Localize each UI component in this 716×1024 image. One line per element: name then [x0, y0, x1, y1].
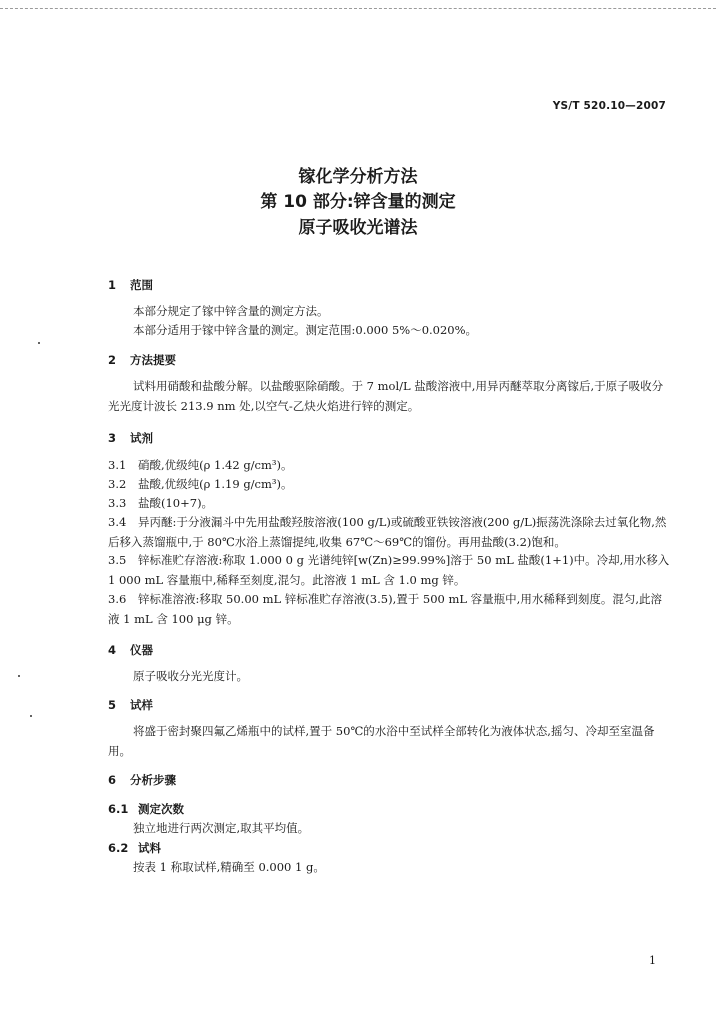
subsection-title: 测定次数 [138, 802, 184, 816]
section-title: 试剂 [130, 431, 153, 445]
section-title: 范围 [130, 278, 153, 292]
item-number: 3.2 [108, 477, 127, 491]
reagent-item [108, 589, 670, 629]
subsection-title: 试料 [138, 841, 161, 855]
section-number: 3 [108, 431, 117, 445]
subsection-number: 6.2 [108, 841, 129, 855]
standard-code: YS/T 520.10—2007 [552, 100, 666, 112]
item-number: 3.4 [108, 515, 127, 529]
section-title: 方法提要 [130, 353, 176, 367]
scan-speck [38, 342, 40, 344]
determinations-paragraph: 独立地进行两次测定,取其平均值。 [133, 821, 310, 835]
item-text: 锌标准溶液:移取 50.00 mL 锌标准贮存溶液(3.5),置于 500 mL 容量瓶中,用水稀释到刻度。混匀,此溶液 1 mL 含 100 μg 锌。 [108, 592, 662, 626]
apparatus-paragraph: 原子吸收分光光度计。 [133, 669, 248, 683]
section-heading-apparatus [108, 642, 153, 658]
reagent-item [108, 550, 670, 590]
document-title-line3: 原子吸收光谱法 [298, 218, 418, 238]
item-text: 盐酸,优级纯(ρ 1.19 g/cm³)。 [138, 477, 293, 491]
item-text: 盐酸(10+7)。 [138, 496, 214, 510]
item-text: 硝酸,优级纯(ρ 1.42 g/cm³)。 [138, 458, 293, 472]
section-title: 仪器 [130, 643, 153, 657]
reagent-item [108, 455, 670, 475]
section-heading-method [108, 352, 176, 368]
section-number: 2 [108, 353, 117, 367]
method-paragraph: 试料用硝酸和盐酸分解。以盐酸驱除硝酸。于 7 mol/L 盐酸溶液中,用异丙醚萃取分离镓后,于原子吸收分光光度计波长 213.9 nm 处,以空气-乙炔火焰进行锌的测定。 [108, 379, 664, 413]
section-number: 5 [108, 698, 117, 712]
section-title: 分析步骤 [130, 773, 176, 787]
page-number: 1 [649, 954, 656, 967]
scope-paragraph-2: 本部分适用于镓中锌含量的测定。测定范围:0.000 5%～0.020%。 [133, 323, 478, 337]
section-heading-sample [108, 697, 153, 713]
item-number: 3.1 [108, 458, 127, 472]
subsection-heading-determinations [108, 801, 184, 817]
test-portion-paragraph: 按表 1 称取试样,精确至 0.000 1 g。 [133, 860, 325, 874]
scan-edge-artifact [0, 8, 716, 12]
section-heading-reagents [108, 430, 153, 446]
scan-speck [30, 715, 32, 717]
sample-paragraph: 将盛于密封聚四氟乙烯瓶中的试样,置于 50℃的水浴中至试样全部转化为液体状态,摇匀、冷却至室温备用。 [108, 724, 655, 758]
item-text: 锌标准贮存溶液:称取 1.000 0 g 光谱纯锌[w(Zn)≥99.99%]溶于 50 mL 盐酸(1+1)中。冷却,用水移入 1 000 mL 容量瓶中,稀释至刻度,混匀。此溶液 1 mL 含 1.0 mg 锌。 [108, 553, 670, 587]
section-title: 试样 [130, 698, 153, 712]
reagent-item [108, 512, 670, 552]
item-text: 异丙醚:于分液漏斗中先用盐酸羟胺溶液(100 g/L)或硫酸亚铁铵溶液(200 g/L)振荡洗涤除去过氧化物,然后移入蒸馏瓶中,于 80℃水浴上蒸馏提纯,收集 67℃～69℃的馏份。再用盐酸(3.2)饱和。 [108, 515, 667, 549]
scope-paragraph-1: 本部分规定了镓中锌含量的测定方法。 [133, 304, 329, 318]
reagent-item [108, 493, 670, 513]
section-heading-scope [108, 277, 153, 293]
item-number: 3.5 [108, 553, 127, 567]
item-number: 3.6 [108, 592, 127, 606]
section-number: 6 [108, 773, 117, 787]
subsection-heading-test-portion [108, 840, 161, 856]
item-number: 3.3 [108, 496, 127, 510]
reagent-item [108, 474, 670, 494]
document-title-line2: 第 10 部分:锌含量的测定 [260, 192, 456, 212]
document-title-line1: 镓化学分析方法 [298, 167, 418, 187]
section-heading-procedure [108, 772, 176, 788]
scan-speck [18, 675, 20, 677]
section-number: 4 [108, 643, 117, 657]
section-number: 1 [108, 278, 117, 292]
subsection-number: 6.1 [108, 802, 129, 816]
